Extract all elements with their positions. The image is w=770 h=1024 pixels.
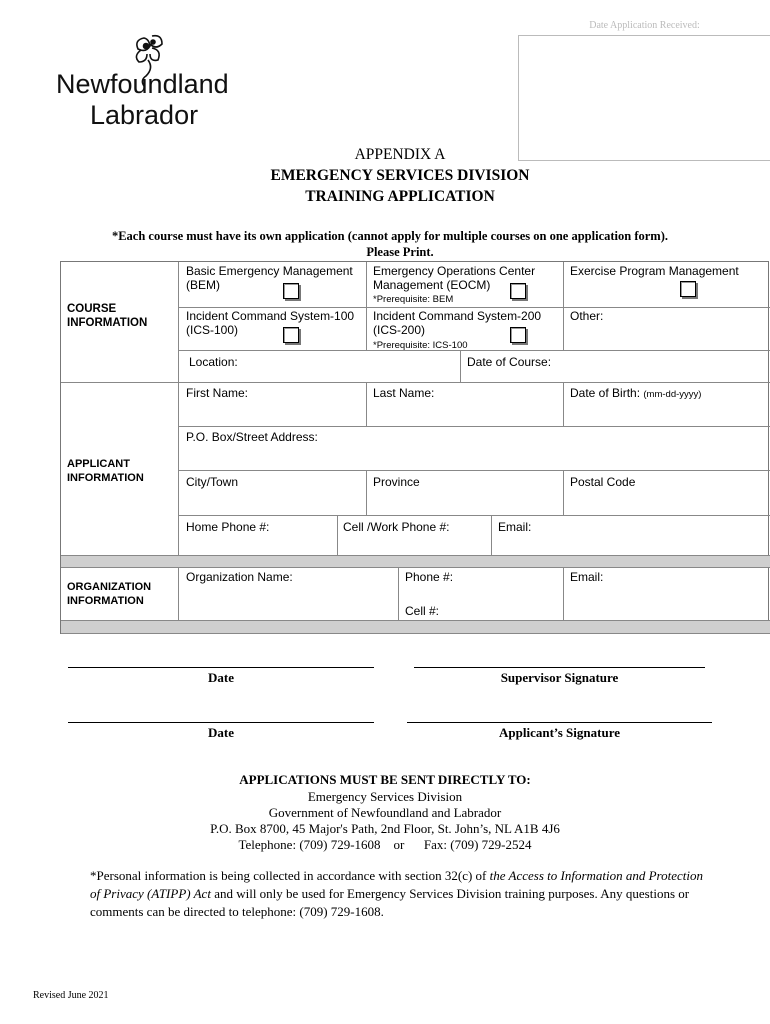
eocm-checkbox[interactable] (510, 283, 526, 299)
bem-option-label: Basic Emergency Management (BEM) (186, 264, 353, 292)
city-field[interactable]: City/Town (186, 475, 239, 489)
postal-code-field[interactable]: Postal Code (570, 475, 636, 489)
dob-field[interactable]: Date of Birth: (mm-dd-yyyy) (570, 386, 702, 400)
ics200-option-label: Incident Command System-200 (ICS-200) (373, 309, 542, 337)
organization-info-label: ORGANIZATION INFORMATION (67, 581, 152, 607)
first-name-field[interactable]: First Name: (186, 386, 249, 400)
please-print-text: Please Print. (366, 245, 434, 259)
cell-phone-field[interactable]: Cell /Work Phone #: (343, 520, 450, 534)
supervisor-signature-label: Supervisor Signature (500, 670, 619, 685)
ics100-option-label: Incident Command System-100 (ICS-100) (186, 309, 355, 337)
address-line-4: Telephone: (709) 729-1608 or Fax: (709) 729-2524 (238, 837, 532, 852)
province-field[interactable]: Province (373, 475, 420, 489)
form-title: TRAINING APPLICATION (305, 188, 495, 205)
course-info-label: COURSE INFORMATION (67, 303, 148, 329)
address-line-1: Emergency Services Division (307, 789, 463, 804)
bem-checkbox[interactable] (283, 283, 299, 299)
appendix-heading: APPENDIX A (354, 146, 446, 163)
applicant-email-field[interactable]: Email: (498, 520, 532, 534)
revision-date: Revised June 2021 (33, 990, 109, 1001)
address-line-3: P.O. Box 8700, 45 Major's Path, 2nd Floor, St. John’s, NL A1B 4J6 (210, 821, 560, 836)
exercise-checkbox[interactable] (680, 281, 696, 297)
address-line-2: Government of Newfoundland and Labrador (268, 805, 502, 820)
ics200-checkbox[interactable] (510, 327, 526, 343)
date-received-box (518, 35, 770, 161)
applicant-signature-line[interactable] (407, 722, 712, 723)
eocm-option-label: Emergency Operations Center Management (EOCM) (373, 264, 536, 292)
org-email-field[interactable]: Email: (570, 570, 604, 584)
date-received-label: Date Application Received: (589, 20, 700, 31)
last-name-field[interactable]: Last Name: (373, 386, 435, 400)
org-cell-field[interactable]: Cell #: (405, 604, 440, 618)
exercise-option-label: Exercise Program Management (570, 264, 739, 278)
applicant-signature-label: Applicant’s Signature (499, 725, 620, 740)
date-label-1: Date (208, 670, 234, 685)
org-name-field[interactable]: Organization Name: (186, 570, 293, 584)
date-of-course-field[interactable]: Date of Course: (467, 355, 552, 369)
date-line-1[interactable] (68, 667, 374, 668)
supervisor-signature-line[interactable] (414, 667, 705, 668)
address-field[interactable]: P.O. Box/Street Address: (186, 430, 318, 444)
ics100-checkbox[interactable] (283, 327, 299, 343)
location-field[interactable]: Location: (189, 355, 238, 369)
applicant-info-label: APPLICANT INFORMATION (67, 458, 144, 484)
ics200-prereq: *Prerequisite: ICS-100 (373, 340, 468, 351)
home-phone-field[interactable]: Home Phone #: (186, 520, 270, 534)
org-phone-field[interactable]: Phone #: (405, 570, 454, 584)
eocm-prereq: *Prerequisite: BEM (373, 294, 454, 305)
newfoundland-labrador-logo (52, 34, 242, 134)
date-label-2: Date (208, 725, 234, 740)
bottom-band (61, 620, 770, 634)
privacy-notice: *Personal information is being collected in accordance with section 32(c) of the Access to Information and Protection of Privacy (ATIPP) Act and will only be used for Emergency Services Division training purposes. Any questions or comments can be directed to telephone: (709) 729-1608. (90, 868, 704, 919)
application-form-table (60, 261, 769, 634)
division-heading: EMERGENCY SERVICES DIVISION (270, 167, 530, 184)
section-divider-band (61, 555, 770, 568)
send-to-heading: APPLICATIONS MUST BE SENT DIRECTLY TO: (239, 772, 531, 787)
logo-line2: Labrador (90, 100, 199, 130)
date-line-2[interactable] (68, 722, 374, 723)
other-course-field[interactable]: Other: (570, 309, 604, 323)
instruction-text: *Each course must have its own application (cannot apply for multiple courses on one application form). (111, 229, 669, 243)
logo-line1: Newfoundland (56, 69, 229, 99)
